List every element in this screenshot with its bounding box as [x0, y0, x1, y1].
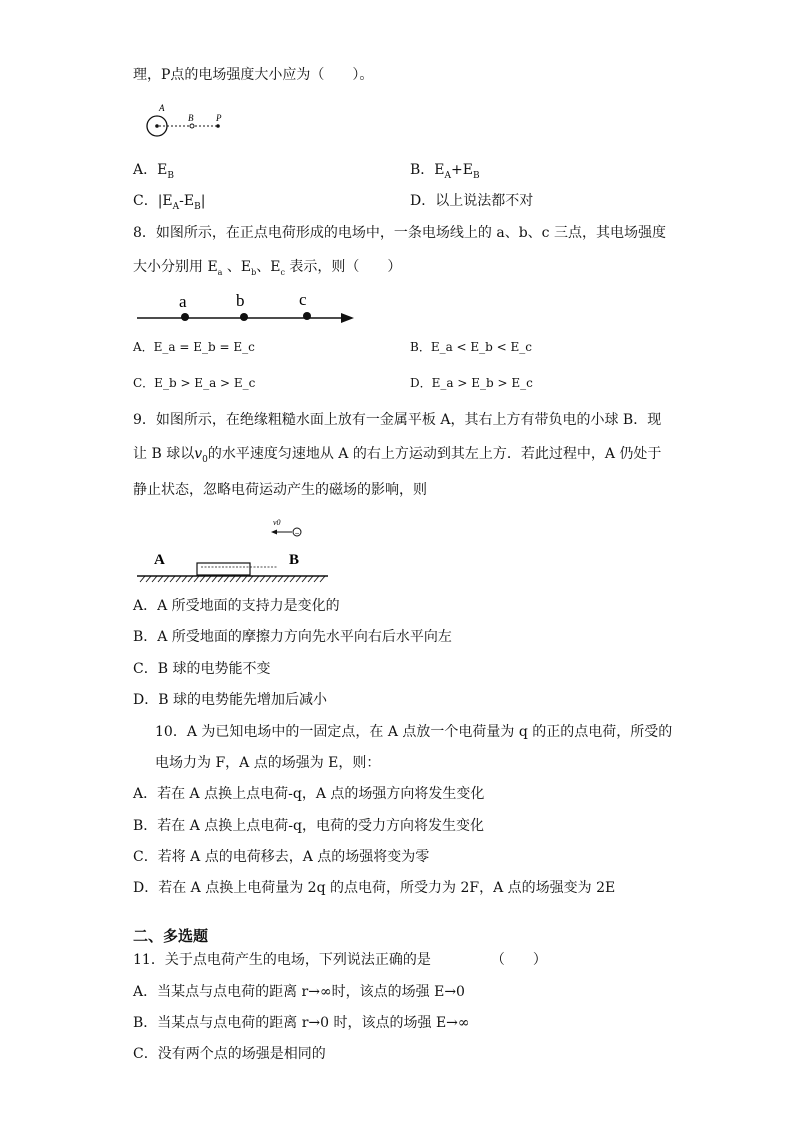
q10-stem-line1: 10．A 为已知电场中的一固定点，在 A 点放一个电荷量为 q 的正的点电荷，所受的 [155, 724, 673, 740]
fig7-label-p: P [216, 113, 222, 123]
q9-stem-line3: 静止状态，忽略电荷运动产生的磁场的影响，则 [133, 482, 427, 498]
section-title: 二、多选题 [133, 927, 209, 945]
q11-option-b[interactable]: B．当某点与点电荷的距离 r→0 时，该点的场强 E→∞ [133, 1015, 470, 1031]
q9-option-a[interactable]: A．A 所受地面的支持力是变化的 [133, 598, 340, 614]
fig9-label-v0: v0 [273, 518, 281, 527]
q7-stem-line: 理，P点的电场强度大小应为（ ）。 [133, 67, 374, 83]
q10-option-c[interactable]: C．若将 A 点的电荷移去，A 点的场强将变为零 [133, 849, 430, 865]
q9-option-d[interactable]: D．B 球的电势能先增加后减小 [133, 692, 327, 708]
metal-plate-shape [197, 563, 250, 575]
q7-option-b[interactable]: B．$E_A+E_B$ [410, 162, 480, 181]
q11-option-a[interactable]: A．当某点与点电荷的距离 r→∞时，该点的场强 E→0 [133, 984, 465, 1000]
q10-option-a[interactable]: A．若在 A 点换上点电荷-q，A 点的场强方向将发生变化 [133, 786, 485, 802]
q8-stem-line2: 大小分别用 $E_a$ 、$E_b$、$E_c$ 表示，则（ ） [133, 259, 402, 277]
q7-option-a[interactable]: A．$E_B$ [133, 162, 174, 181]
svg-text:−: − [294, 530, 300, 537]
q9-stem-line2: 让 B 球以$v_0$的水平速度匀速地从 A 的右上方运动到其左上方．若此过程中，A 仍处于 [133, 446, 662, 465]
fig8-label-b: b [236, 291, 245, 310]
q8-stem-line1: 8．如图所示，在正点电荷形成的电场中，一条电场线上的 a、b、c 三点，其电场强度 [133, 225, 666, 241]
q7-option-d[interactable]: D．以上说法都不对 [410, 193, 534, 209]
fig8-label-a: a [179, 292, 187, 311]
q10-option-d[interactable]: D．若在 A 点换上电荷量为 2q 的点电荷，所受力为 2F，A 点的场强变为 2E [133, 880, 616, 896]
q11-option-c[interactable]: C．没有两个点的场强是相同的 [133, 1046, 326, 1062]
fig7-label-a: A [159, 103, 165, 113]
q9-stem-line1: 9．如图所示，在绝缘粗糙水面上放有一金属平板 A，其右上方有带负电的小球 B．现 [133, 412, 662, 428]
q9-option-b[interactable]: B．A 所受地面的摩擦力方向先水平向右后水平向左 [133, 629, 452, 645]
fig8-label-c: c [299, 290, 307, 309]
q8-option-c[interactable]: C．E_b > E_a > E_c [133, 376, 256, 390]
q11-stem-line1: 11．关于点电荷产生的电场，下列说法正确的是 （ ） [133, 952, 547, 968]
q8-option-d[interactable]: D．E_a > E_b > E_c [410, 376, 533, 390]
ground-hatch [140, 576, 325, 582]
q8-option-b[interactable]: B．E_a < E_b < E_c [410, 340, 533, 354]
q7-option-c[interactable]: C．$|E_A-E_B|$ [133, 193, 206, 212]
q8-option-a[interactable]: A．E_a = E_b = E_c [133, 340, 255, 354]
q10-option-b[interactable]: B．若在 A 点换上点电荷-q，电荷的受力方向将发生变化 [133, 818, 484, 834]
fig7-label-b: B [188, 113, 194, 123]
q10-stem-line2: 电场力为 F，A 点的场强为 E，则： [155, 755, 381, 771]
fig9-label-b: B [289, 552, 300, 568]
q9-option-c[interactable]: C．B 球的电势能不变 [133, 661, 271, 677]
fig9-label-a: A [154, 552, 165, 568]
